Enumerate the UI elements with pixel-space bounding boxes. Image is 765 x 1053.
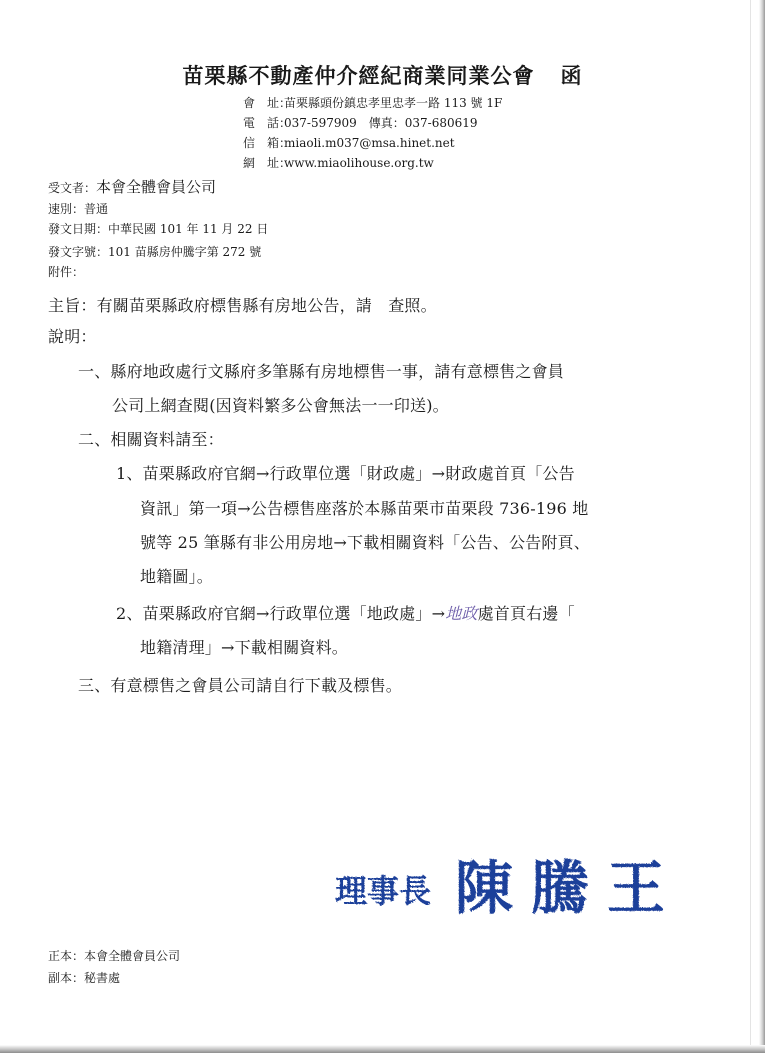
stamp-graphic [327, 840, 674, 920]
sub-item-1-line-2: 資訊」第一項→公告標售座落於本縣苗栗市苗栗段 736-196 地 [140, 499, 589, 518]
scan-edge-right [759, 0, 765, 1053]
scan-edge-bottom [0, 1045, 765, 1053]
item-2: 二、相關資料請至： [78, 430, 224, 449]
signature-stamp [327, 840, 674, 920]
item-1-line-2: 公司上網查閱(因資料繁多公會無法一一印送)。 [112, 396, 449, 415]
document-title [0, 60, 765, 90]
sub-item-2-line-2: 地籍清理」→下載相關資料。 [140, 638, 349, 657]
recipient: 本會全體會員公司 [96, 178, 217, 196]
sub-item-1-line-3: 號等 25 筆縣有非公用房地→下載相關資料「公告、公告附頁、 [140, 533, 590, 552]
handwritten-correction: 地政 [445, 604, 478, 623]
sub-item-2-line-1 [116, 604, 575, 624]
subject: 主旨：有關苗栗縣政府標售縣有房地公告，請 查照。 [48, 296, 437, 315]
contact-value: www.miaolihouse.org.tw [284, 156, 434, 170]
speed: 速別：普通 [48, 202, 109, 216]
contact-label: 會 址： [243, 96, 292, 110]
contact-value: 037-597909 傳真：037-680619 [284, 116, 478, 130]
recipient-line [48, 180, 216, 195]
contact-phone [243, 117, 478, 129]
sub-item-2-text-b: 處首頁右邊「 [477, 604, 575, 623]
contact-email [243, 137, 455, 149]
original-copy: 正本：本會全體會員公司 [48, 949, 181, 963]
doc-type: 函 [560, 63, 583, 88]
contact-website [243, 157, 434, 169]
contact-label: 電 話： [243, 116, 292, 130]
signature-title: 理事長 [335, 872, 432, 910]
sub-item-1-line-1: 1、苗栗縣政府官網→行政單位選「財政處」→財政處首頁「公告 [116, 464, 575, 483]
contact-address [243, 97, 502, 109]
recipient-label: 受文者： [48, 181, 97, 195]
sub-item-2-text-a: 2、苗栗縣政府官網→行政單位選「地政處」→ [116, 604, 446, 623]
org-name: 苗栗縣不動產仲介經紀商業同業公會 [182, 63, 535, 88]
contact-value: miaoli.m037@msa.hinet.net [284, 136, 455, 150]
attachment: 附件： [48, 265, 85, 279]
contact-label: 網 址： [243, 156, 292, 170]
contact-value: 苗栗縣頭份鎮忠孝里忠孝一路 113 號 1F [284, 96, 503, 110]
explanation-label: 說明： [48, 327, 97, 346]
document-number: 發文字號：101 苗縣房仲騰字第 272 號 [48, 245, 262, 259]
scan-edge-line [750, 0, 751, 1053]
duplicate-copy: 副本：秘書處 [48, 971, 121, 985]
item-1-line-1: 一、縣府地政處行文縣府多筆縣有房地標售一事，請有意標售之會員 [78, 362, 565, 381]
contact-label: 信 箱： [243, 136, 292, 150]
signature-name: 陳騰王 [455, 854, 674, 920]
item-3: 三、有意標售之會員公司請自行下載及標售。 [78, 676, 403, 695]
sub-item-1-line-4: 地籍圖」。 [140, 567, 214, 586]
issue-date: 發文日期：中華民國 101 年 11 月 22 日 [48, 222, 269, 236]
